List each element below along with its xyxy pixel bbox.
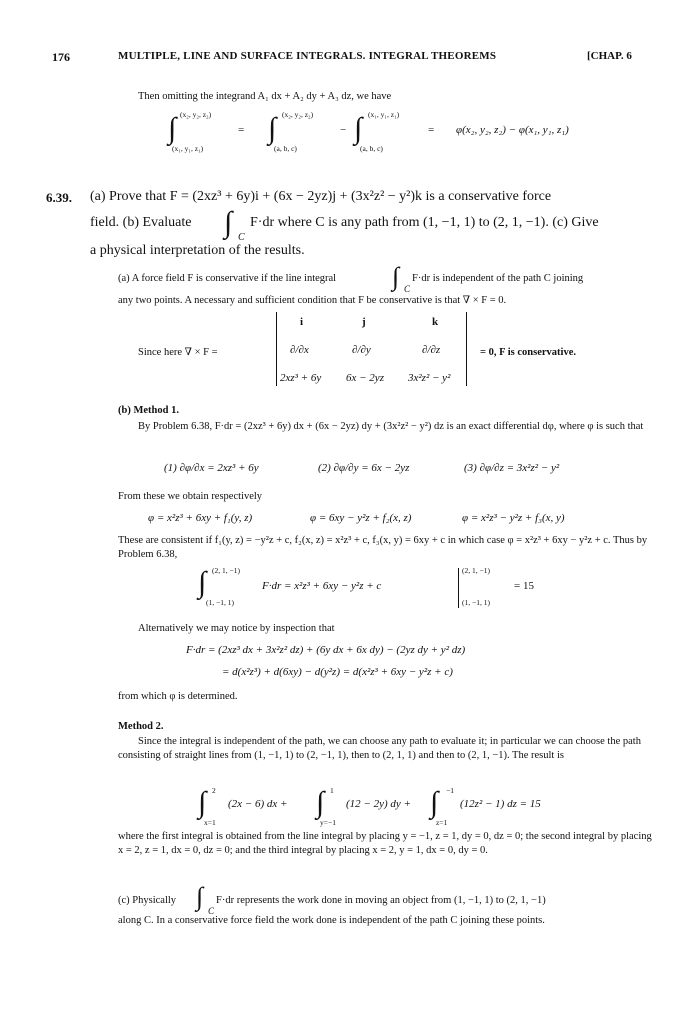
- part-a-line-1a: (a) A force field F is conservative if the line integral: [118, 273, 337, 284]
- integrand-2: (12 − 2y) dy +: [346, 798, 411, 810]
- solution-1: φ = x²z³ + 6xy + f₁(y, z): [148, 512, 253, 524]
- part-a-conclusion: = 0, F is conservative.: [480, 347, 576, 358]
- int-upper-limit: −1: [446, 786, 454, 795]
- det-cell: j: [362, 316, 366, 328]
- integral-subscript: C: [404, 284, 411, 294]
- integral-sign: ∫: [198, 566, 207, 599]
- integral-sign: ∫: [224, 206, 233, 239]
- det-cell: ∂/∂x: [290, 344, 309, 356]
- det-cell: ∂/∂z: [422, 344, 441, 356]
- equals-sign: =: [238, 124, 245, 136]
- equals-sign: =: [428, 124, 435, 136]
- problem-line-2b: F·dr where C is any path from (1, −1, 1) to (2, 1, −1). (c) Give: [250, 215, 599, 230]
- integral-sign: ∫: [198, 786, 207, 819]
- method-2-where: where the first integral is obtained from the line integral by placing y = −1, z = 1, dy = 0, dz = 0; the second integral by placing x = 2, z = 1, dx = 0, dz = 0; and the third integral by placing x = 2, y = 1, dx = 0, dy = 0.: [118, 831, 652, 856]
- problem-line-2a: field. (b) Evaluate: [90, 215, 192, 230]
- problem-number: 6.39.: [46, 190, 72, 205]
- part-b-paragraph: By Problem 6.38, F·dr = (2xz³ + 6y) dx + (6x − 2yz) dy + (3x²z² − y²) dz is an exact differential dφ, where φ is such that: [138, 421, 644, 432]
- int1-upper-limit: (x₂, y₂, z₂): [180, 110, 212, 119]
- intro-integral-equation: [160, 108, 660, 154]
- integral-upper-limit: (2, 1, −1): [212, 566, 240, 575]
- integral-lower-limit: (1, −1, 1): [206, 598, 234, 607]
- determinant-right-bar: [466, 312, 467, 386]
- intro-text: Then omitting the integrand A₁ dx + A₂ dy + A₃ dz, we have: [138, 91, 392, 102]
- det-cell: k: [432, 316, 439, 328]
- consistency-text: These are consistent if f₁(y, z) = −y²z + c, f₂(x, z) = x²z³ + c, f₃(x, y) = 6xy + c in which case φ = x²z³ + 6xy − y²z + c. Thus by Problem 6.38,: [118, 535, 648, 560]
- det-cell: 2xz³ + 6y: [280, 372, 322, 384]
- det-cell: ∂/∂y: [352, 344, 371, 356]
- since-here-label: Since here ∇ × F =: [138, 347, 218, 358]
- int-upper-limit: 2: [212, 786, 216, 795]
- int-upper-limit: 1: [330, 786, 334, 795]
- from-which-text: from which φ is determined.: [118, 691, 238, 702]
- method-2-text: Since the integral is independent of the path, we can choose any path to evaluate it; in particular we can choose the path consisting of straight lines from (1, −1, 1) to (2, −1, 1), then to (2, 1, 1) and then to (2, 1, −1). The result is: [118, 736, 641, 761]
- integrand-1: (2x − 6) dx +: [228, 798, 288, 810]
- alternative-text: Alternatively we may notice by inspection that: [138, 623, 335, 634]
- int2-upper-limit: (x₂, y₂, z₂): [282, 110, 314, 119]
- equation-3: (3) ∂φ/∂z = 3x²z² − y²: [464, 462, 560, 474]
- int3-lower-limit: (a, b, c): [360, 144, 383, 153]
- eval-upper-limit: (2, 1, −1): [462, 566, 490, 575]
- int-lower-limit: y=−1: [320, 818, 336, 827]
- integral-sign: ∫: [430, 786, 439, 819]
- determinant-left-bar: [276, 312, 277, 386]
- alternative-eq-1: F·dr = (2xz³ dx + 3x²z² dz) + (6y dx + 6x dy) − (2yz dy + y² dz): [186, 644, 466, 656]
- int2-lower-limit: (a, b, c): [274, 144, 297, 153]
- problem-line-3: a physical interpretation of the results.: [90, 243, 305, 258]
- minus-sign: −: [340, 124, 347, 136]
- part-b-method-1: (b) Method 1.: [118, 405, 179, 416]
- page-number: 176: [52, 50, 70, 64]
- integral-sign: ∫: [354, 112, 363, 145]
- part-c-line-2: along C. In a conservative force field the work done is independent of the path C joining these points.: [118, 915, 545, 926]
- equation-1: (1) ∂φ/∂x = 2xz³ + 6y: [164, 462, 259, 474]
- eval-lower-limit: (1, −1, 1): [462, 598, 490, 607]
- integral-sign: ∫: [392, 262, 400, 291]
- solution-3: φ = x²z³ − y²z + f₃(x, y): [462, 512, 565, 524]
- part-c-line-1a: (c) Physically: [118, 895, 177, 906]
- int-lower-limit: x=1: [204, 818, 216, 827]
- method-2-label: Method 2.: [118, 721, 164, 732]
- problem-line-1: (a) Prove that F = (2xz³ + 6y)i + (6x − 2yz)j + (3x²z² − y²)k is a conservative force: [90, 189, 552, 204]
- part-c-line-1b: F·dr represents the work done in moving an object from (1, −1, 1) to (2, 1, −1): [216, 895, 546, 906]
- chapter-label: [CHAP. 6: [587, 50, 632, 62]
- integrand-3: (12z² − 1) dz = 15: [460, 798, 541, 810]
- int3-upper-limit: (x₁, y₁, z₁): [368, 110, 400, 119]
- integral-subscript: C: [238, 232, 245, 243]
- integral-sign: ∫: [268, 112, 277, 145]
- det-cell: 6x − 2yz: [346, 372, 384, 384]
- int-lower-limit: z=1: [436, 818, 448, 827]
- phi-evaluation: F·dr = x²z³ + 6xy − y²z + c: [262, 580, 382, 592]
- method-2-integrals: [198, 786, 598, 830]
- integral-sign: ∫: [196, 882, 204, 911]
- evaluation-bar: [458, 568, 459, 608]
- int1-lower-limit: (x₁, y₁, z₁): [172, 144, 204, 153]
- solution-2: φ = 6xy − y²z + f₂(x, z): [310, 512, 412, 524]
- running-title: MULTIPLE, LINE AND SURFACE INTEGRALS. INTEGRAL THEOREMS: [118, 50, 497, 62]
- alternative-eq-2: = d(x²z³) + d(6xy) − d(y²z) = d(x²z³ + 6xy − y²z + c): [222, 666, 453, 678]
- intro-rhs: φ(x₂, y₂, z₂) − φ(x₁, y₁, z₁): [456, 124, 569, 136]
- det-cell: 3x²z² − y²: [408, 372, 451, 384]
- integral-sign: ∫: [168, 112, 177, 145]
- part-a-line-2: any two points. A necessary and sufficient condition that F be conservative is that ∇ × F = 0.: [118, 295, 507, 306]
- equation-2: (2) ∂φ/∂y = 6x − 2yz: [318, 462, 410, 474]
- det-cell: i: [300, 316, 304, 328]
- from-these-text: From these we obtain respectively: [118, 491, 263, 502]
- method-1-result: = 15: [514, 580, 534, 592]
- part-a-line-1b: F·dr is independent of the path C joining: [412, 273, 584, 284]
- integral-sign: ∫: [316, 786, 325, 819]
- integral-subscript: C: [208, 906, 215, 916]
